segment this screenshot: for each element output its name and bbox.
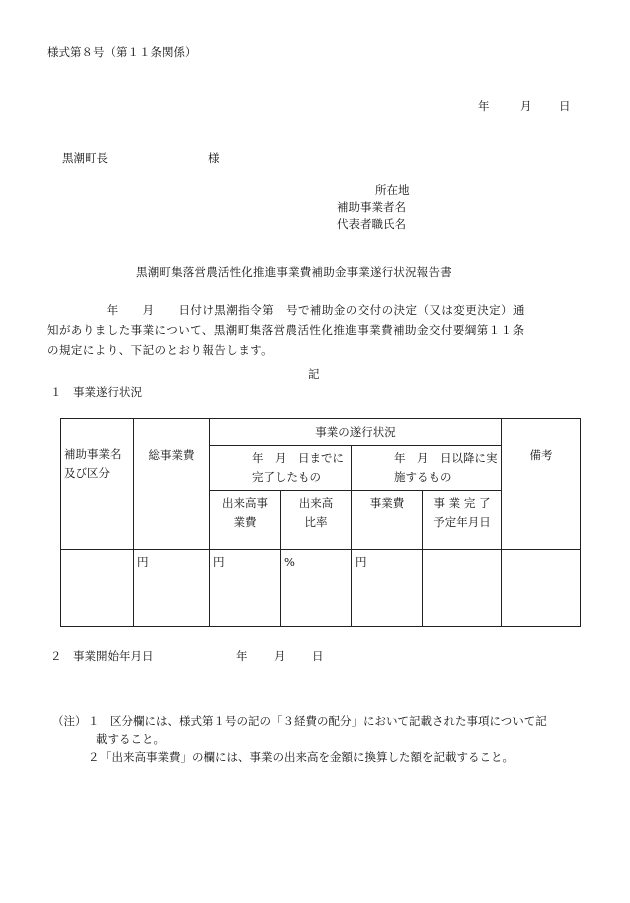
group-planned-header: 年 月 日以降に実施するもの bbox=[352, 446, 502, 491]
addressee-name: 黒潮町長 bbox=[62, 151, 108, 165]
group-completed-header: 年 月 日までに完了したもの bbox=[210, 446, 352, 491]
section2-label: ２ 事業開始年月日 bbox=[50, 649, 154, 663]
cell-project-name bbox=[61, 550, 134, 627]
note-2-line1: 「出来高事業費」の欄には、事業の出来高を金額に換算した額を記載すること。 bbox=[100, 750, 514, 764]
note-1-line1: 区分欄には、様式第１号の記の「３経費の配分」において記載された事項について記 bbox=[110, 714, 547, 728]
body-line: の規定により、下記のとおり報告します。 bbox=[47, 343, 274, 357]
section2-year: 年 bbox=[236, 649, 248, 663]
body-paragraph bbox=[47, 300, 587, 360]
section2-month: 月 bbox=[274, 649, 286, 663]
cell-planned-date bbox=[423, 550, 502, 627]
address-label: 所在地 bbox=[375, 183, 410, 197]
cell-completed-cost-unit: 円 bbox=[210, 550, 281, 627]
body-line: 知がありました事業について、黒潮町集落営農活性化推進事業費補助金交付要綱第１１条 bbox=[47, 323, 525, 337]
form-number: 様式第８号（第１１条関係） bbox=[47, 45, 197, 59]
cell-completed-ratio-unit: % bbox=[281, 550, 352, 627]
document-title: 黒潮町集落営農活性化推進事業費補助金事業遂行状況報告書 bbox=[136, 265, 452, 279]
col-project-name-header: 補助事業名及び区分 bbox=[61, 419, 134, 550]
body-line: 年 月 日付け黒潮指令第 号で補助金の交付の決定（又は変更決定）通 bbox=[47, 303, 525, 317]
col-status-header: 事業の遂行状況 bbox=[210, 419, 502, 446]
date-month-label: 月 bbox=[520, 99, 532, 113]
section2-day: 日 bbox=[312, 649, 324, 663]
cell-total-cost-unit: 円 bbox=[134, 550, 210, 627]
col-remarks-header: 備考 bbox=[502, 419, 581, 550]
col-completed-cost-header: 出来高事業費 bbox=[210, 491, 281, 550]
representative-label: 代表者職氏名 bbox=[337, 217, 406, 231]
col-completed-ratio-header: 出来高比率 bbox=[281, 491, 352, 550]
business-name-label: 補助事業者名 bbox=[337, 200, 406, 214]
col-planned-date-header: 事 業 完 了予定年月日 bbox=[423, 491, 502, 550]
cell-planned-cost-unit: 円 bbox=[352, 550, 423, 627]
date-day-label: 日 bbox=[559, 99, 571, 113]
note-2-number: ２ bbox=[88, 750, 100, 764]
col-total-cost-header: 総事業費 bbox=[134, 419, 210, 550]
note-1-line2: 載すること。 bbox=[96, 732, 165, 746]
cell-remarks bbox=[502, 550, 581, 627]
date-year-label: 年 bbox=[478, 99, 490, 113]
addressee-honorific: 様 bbox=[208, 151, 220, 165]
section1-heading: １ 事業遂行状況 bbox=[50, 385, 142, 399]
notes-prefix: （注） bbox=[52, 714, 87, 728]
note-1-number: １ bbox=[88, 714, 100, 728]
ki-marker: 記 bbox=[308, 367, 320, 381]
status-table bbox=[60, 418, 581, 627]
col-planned-cost-header: 事業費 bbox=[352, 491, 423, 550]
